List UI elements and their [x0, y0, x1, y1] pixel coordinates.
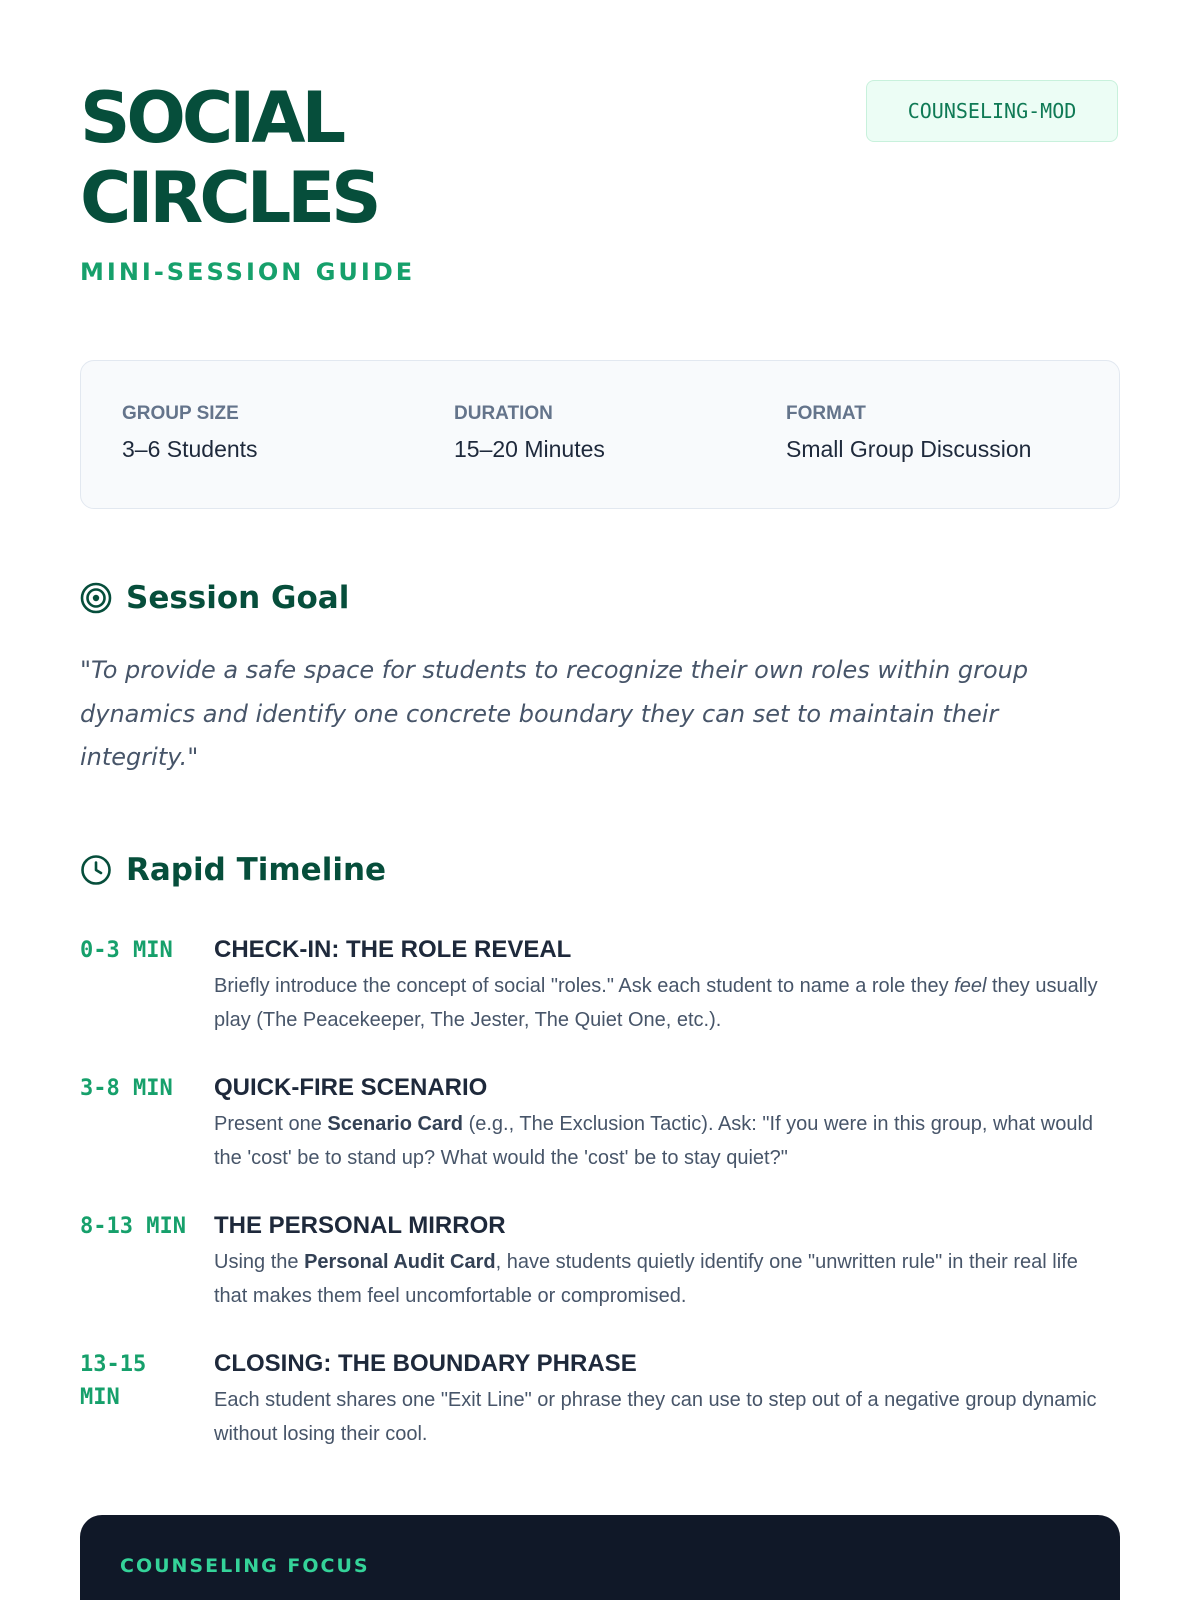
timeline-title: THE PERSONAL MIRROR [214, 1212, 506, 1239]
session-goal-heading [80, 580, 349, 616]
meta-label: DURATION [454, 403, 553, 424]
meta-label: FORMAT [786, 403, 866, 424]
clock-icon [80, 854, 112, 886]
target-icon [80, 582, 112, 614]
meta-group-size [122, 403, 258, 463]
section-title: Session Goal [126, 580, 350, 616]
meta-duration [454, 403, 605, 463]
session-goal-quote: "To provide a safe space for students to recognize their own roles within group dynamics and identify one concrete boundary they can set to maintain their integrity." [80, 656, 1029, 771]
meta-value: 15–20 Minutes [454, 436, 605, 462]
timeline-title: CHECK-IN: THE ROLE REVEAL [214, 936, 572, 963]
bold-card-name: Personal Audit Card [304, 1251, 496, 1273]
counseling-focus-label: COUNSELING FOCUS [120, 1555, 370, 1577]
meta-format [786, 403, 1031, 463]
page-title [80, 78, 378, 238]
title-line-1: SOCIAL [80, 77, 343, 159]
timeline-description: Briefly introduce the concept of social "roles." Ask each student to name a role they feel they usually play (The Peacekeeper, The Jester, The Quiet One, etc.). [214, 975, 1098, 1031]
timeline-title: CLOSING: THE BOUNDARY PHRASE [214, 1350, 637, 1377]
timeline-time: 0-3 MIN [80, 938, 173, 963]
timeline-description: Each student shares one "Exit Line" or phrase they can use to step out of a negative group dynamic without losing their cool. [214, 1389, 1097, 1445]
timeline-time: 8-13 MIN [80, 1214, 186, 1239]
meta-label: GROUP SIZE [122, 403, 239, 424]
section-title: Rapid Timeline [126, 852, 387, 888]
title-line-2: CIRCLES [80, 157, 378, 239]
timeline-time: 13-15 MIN [80, 1352, 147, 1410]
timeline-time: 3-8 MIN [80, 1076, 173, 1101]
rapid-timeline-heading [80, 852, 386, 888]
module-tag-badge: COUNSELING-MOD [866, 80, 1118, 142]
session-meta-card [80, 360, 1120, 509]
meta-value: Small Group Discussion [786, 436, 1032, 462]
meta-value: 3–6 Students [122, 436, 258, 462]
timeline-description: Using the Personal Audit Card, have students quietly identify one "unwritten rule" in their real life that makes them feel uncomfortable or compromised. [214, 1251, 1078, 1307]
counseling-focus-panel [80, 1515, 1120, 1600]
timeline-title: QUICK-FIRE SCENARIO [214, 1074, 488, 1101]
emphasis-text: feel [954, 975, 987, 997]
bold-card-name: Scenario Card [327, 1113, 464, 1135]
timeline-description: Present one Scenario Card (e.g., The Exclusion Tactic). Ask: "If you were in this group, what would the 'cost' be to stand up? What would the 'cost' be to stay quiet?" [214, 1113, 1094, 1169]
page-subtitle: MINI-SESSION GUIDE [80, 258, 416, 286]
